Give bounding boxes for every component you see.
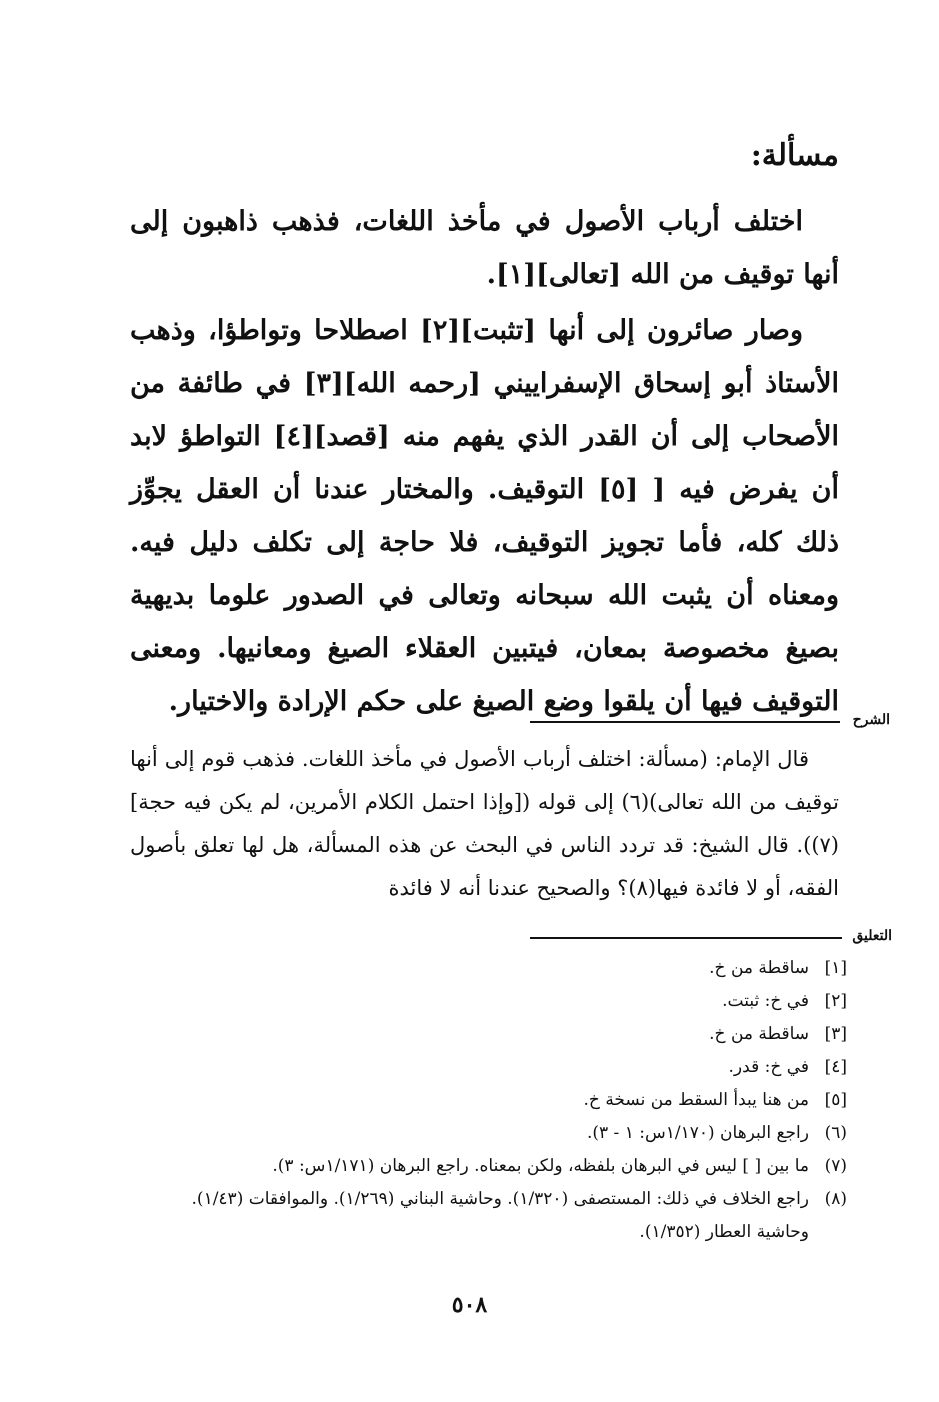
main-paragraph-1: اختلف أرباب الأصول في مأخذ اللغات، فذهب ذاهبون إلى أنها توقيف من الله [تعالى][١]. — [130, 206, 839, 290]
footnote-text: في خ: قدر. — [728, 1057, 809, 1077]
footnote-number: (٦) — [824, 1123, 847, 1143]
notes-label: التعليق — [852, 928, 892, 944]
footnote — [150, 1051, 847, 1084]
main-paragraph-2: وصار صائرون إلى أنها [تثبت][٢] اصطلاحا وتواطؤا، وذهب الأستاذ أبو إسحاق الإسفراييني [رحمه الله][٣] في طائفة من الأصحاب إلى أن القدر الذي يفهم منه [قصد][٤] التواطؤ لابد أن يفرض فيه [ [٥] التوقيف. والمختار عندنا أن العقل يجوِّز ذلك كله، فأما تجويز التوقيف، فلا حاجة إلى تكلف دليل فيه. ومعناه أن يثبت الله سبحانه وتعالى في الصدور علوما بديهية بصيغ مخصوصة بمعان، فيتبين العقلاء الصيغ ومعانيها. ومعنى التوقيف فيها أن يلقوا وضع الصيغ على حكم الإرادة والاختيار. — [130, 315, 840, 717]
footnote-text: من هنا يبدأ السقط من نسخة خ. — [583, 1090, 809, 1110]
footnote-text: ما بين [ ] ليس في البرهان بلفظه، ولكن بمعناه. راجع البرهان (١/١٧١س: ٣). — [272, 1156, 809, 1176]
commentary-label: الشرح — [852, 712, 890, 728]
footnote — [150, 952, 847, 985]
footnote-number: [٢] — [824, 991, 847, 1011]
footnote-text: راجع الخلاف في ذلك: المستصفى (١/٣٢٠). وحاشية البناني (١/٢٦٩). والموافقات (١/٤٣). وحاشية العطار (١/٣٥٢). — [191, 1189, 809, 1242]
footnote-text: في خ: ثبتت. — [722, 991, 809, 1011]
commentary-text: قال الإمام: (مسألة: اختلف أرباب الأصول في مأخذ اللغات. فذهب قوم إلى أنها توقيف من الله تعالى)(٦) إلى قوله ([وإذا احتمل الكلام الأمرين، لم يكن فيه حجة](٧)). قال الشيخ: قد تردد الناس في البحث عن هذه المسألة، هل لها تعلق بأصول الفقه، أو لا فائدة فيها(٨)؟ والصحيح عندنا أنه لا فائدة — [130, 747, 839, 900]
footnote-number: [٤] — [824, 1057, 847, 1077]
footnote-text: ساقطة من خ. — [709, 958, 809, 978]
footnote-number: [١] — [824, 958, 847, 978]
commentary-divider — [530, 712, 890, 732]
footnote-text: ساقطة من خ. — [709, 1024, 809, 1044]
divider-line — [530, 721, 840, 723]
commentary-section — [130, 738, 839, 910]
footnote — [150, 1117, 847, 1150]
footnote-number: [٣] — [824, 1024, 847, 1044]
footnote — [150, 1018, 847, 1051]
notes-divider — [530, 928, 892, 948]
footnotes-list — [150, 952, 847, 1249]
footnote — [150, 1150, 847, 1183]
footnote-number: [٥] — [824, 1090, 847, 1110]
footnote — [150, 985, 847, 1018]
footnote — [150, 1084, 847, 1117]
main-text — [130, 195, 839, 728]
footnote-number: (٨) — [824, 1189, 847, 1209]
footnote-text: راجع البرهان (١/١٧٠س: ١ - ٣). — [586, 1123, 809, 1143]
footnote — [150, 1183, 847, 1249]
divider-line — [530, 937, 842, 939]
section-title: مسألة: — [750, 138, 839, 173]
footnote-number: (٧) — [824, 1156, 847, 1176]
page-number: ٥٠٨ — [451, 1292, 488, 1318]
